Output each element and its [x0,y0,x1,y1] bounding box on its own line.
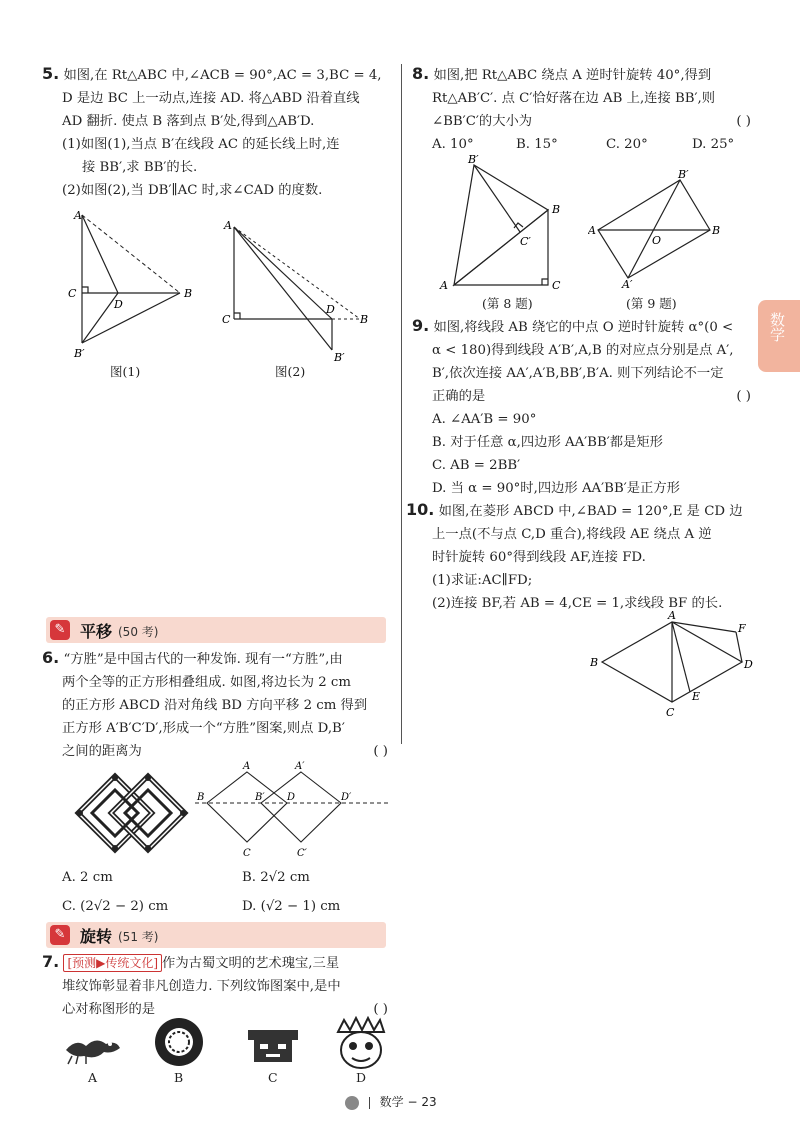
q10-figure [590,610,770,720]
figure-caption: (第 8 题) [482,296,533,311]
svg-text:C′: C′ [297,848,307,859]
svg-text:B: B [590,656,599,669]
q7-option-c-mask-pattern[interactable] [244,1026,302,1066]
question-text: 如图,在菱形 ABCD 中,∠BAD = 120°,E 是 CD 边 [438,504,743,519]
option-label: B [174,1070,184,1085]
question-5 [42,62,394,202]
section-count: (50 考) [118,625,159,639]
q7-option-d-face-pattern[interactable] [332,1016,390,1072]
svg-text:C: C [552,279,561,292]
svg-text:C: C [222,313,231,326]
question-text: B′,依次连接 AA′,A′B,BB′,B′A. 则下列结论不一定 [432,366,724,381]
page-number: 数学 − 23 [379,1095,437,1109]
sub-question-2: (2)如图(2),当 DB′∥AC 时,求∠CAD 的度数. [62,183,323,198]
svg-text:A: A [224,219,232,232]
q7-option-a-bird-pattern[interactable] [62,1028,124,1068]
svg-text:E: E [692,690,701,703]
mascot-icon [345,1096,359,1110]
option-a[interactable]: A. 10° [432,137,474,152]
option-c[interactable]: C. (2√2 − 2) cm [62,899,169,914]
option-b[interactable]: B. 15° [516,137,558,152]
question-number: 9. [412,316,430,335]
figure-caption: (第 9 题) [626,296,677,311]
column-divider [401,64,402,744]
pen-icon: ✎ [50,925,70,945]
svg-text:F: F [738,622,746,635]
question-text: 上一点(不与点 C,D 重合),将线段 AE 绕点 A 逆 [432,527,712,542]
svg-text:B: B [197,792,205,803]
section-title: 平移 [80,622,113,641]
pen-icon: ✎ [50,620,70,640]
svg-text:B: B [184,287,193,300]
question-text: 作为古蜀文明的艺术瑰宝,三星 [162,956,340,971]
question-text: ∠BB′C′的大小为 [432,114,533,129]
figure-caption: 图(1) [110,364,141,379]
svg-text:A: A [74,209,82,222]
svg-text:B′: B′ [74,347,85,360]
sub-question-1: (1)如图(1),当点 B′在线段 AC 的延长线上时,连 [62,137,340,152]
question-text: 正确的是 [432,389,486,404]
section-header-rotation [46,922,386,948]
q5-figure-1 [60,205,200,375]
q6-options [62,866,392,918]
svg-text:C′: C′ [520,235,531,248]
question-number: 8. [412,64,430,83]
question-9 [412,314,757,500]
svg-text:D: D [114,298,123,311]
option-b[interactable]: B. 对于任意 α,四边形 AA′BB′都是矩形 [432,435,663,450]
question-text: 两个全等的正方形相叠组成. 如图,将边长为 2 cm [62,675,351,690]
question-text: 的正方形 ABCD 沿对角线 BD 方向平移 2 cm 得到 [62,698,368,713]
question-text: α < 180)得到线段 A′B′,A,B 的对应点分别是点 A′, [432,343,734,358]
svg-text:B′: B′ [255,792,265,803]
svg-text:D: D [287,792,296,803]
q6-figure [195,760,395,865]
sub-question-2: (2)连接 BF,若 AB = 4,CE = 1,求线段 BF 的长. [432,596,723,611]
svg-text:A′: A′ [622,278,633,288]
question-number: 10. [406,500,435,519]
option-d[interactable]: D. 25° [692,137,735,152]
question-number: 6. [42,648,60,667]
q7-option-b-ring-pattern[interactable] [153,1016,205,1068]
prediction-tag: [预测▶传统文化] [63,954,162,972]
answer-bracket: ( ) [373,1002,388,1017]
option-label: C [268,1070,278,1085]
question-text: 正方形 A′B′C′D′,形成一个“方胜”图案,则点 D,B′ [62,721,345,736]
option-c[interactable]: C. 20° [606,137,648,152]
question-number: 5. [42,64,60,83]
right-column [412,62,757,156]
question-text: “方胜”是中国古代的一种发饰. 现有一“方胜”,由 [63,652,343,667]
option-d[interactable]: D. 当 α = 90°时,四边形 AA′BB′是正方形 [432,481,680,496]
question-number: 7. [42,952,60,971]
question-text: 如图,把 Rt△ABC 绕点 A 逆时针旋转 40°,得到 [433,68,712,83]
option-a[interactable]: A. ∠AA′B = 90° [432,412,537,427]
figure-caption: 图(2) [275,364,306,379]
page-footer [345,1093,437,1110]
option-c[interactable]: C. AB = 2BB′ [432,458,521,473]
svg-text:D: D [326,303,335,316]
question-text: 之间的距离为 [62,744,142,759]
option-b[interactable]: B. 2√2 cm [242,870,310,885]
svg-text:C: C [243,848,251,859]
option-label: D [356,1070,367,1085]
section-header-translation [46,617,386,643]
question-text: Rt△AB′C′. 点 C′恰好落在边 AB 上,连接 BB′,则 [432,91,716,106]
svg-text:B′: B′ [678,168,689,181]
question-6 [42,646,394,763]
svg-text:B′: B′ [468,155,479,166]
question-text: 如图,将线段 AB 绕它的中点 O 逆时针旋转 α°(0 < [433,320,734,335]
svg-text:B: B [360,313,369,326]
svg-text:A: A [243,761,251,772]
question-text: 如图,在 Rt△ABC 中,∠ACB = 90°,AC = 3,BC = 4, [63,68,382,83]
q6-fangsheng-pattern [70,768,195,858]
svg-text:A: A [668,610,676,622]
option-d[interactable]: D. (√2 − 1) cm [242,899,341,914]
sub-question-1: (1)求证:AC∥FD; [432,573,533,588]
subject-side-tab [758,300,800,372]
question-text: 堆纹饰彰显着非凡创造力. 下列纹饰图案中,是中 [62,979,341,994]
question-text: 心对称图形的是 [62,1002,156,1017]
answer-bracket: ( ) [736,389,751,404]
left-column [42,62,394,202]
svg-text:C: C [68,287,77,300]
question-text: 时针旋转 60°得到线段 AF,连接 FD. [432,550,646,565]
svg-text:A′: A′ [295,761,305,772]
q8-figure [430,155,580,295]
option-a[interactable]: A. 2 cm [62,870,113,885]
svg-text:O: O [652,234,662,247]
question-text: AD 翻折. 使点 B 落到点 B′处,得到△AB′D. [62,114,315,129]
question-text: D 是边 BC 上一动点,连接 AD. 将△ABD 沿着直线 [62,91,360,106]
section-title: 旋转 [80,927,113,946]
q5-figure-2 [220,215,370,365]
answer-bracket: ( ) [736,114,751,129]
svg-text:B: B [552,203,561,216]
subject-label: 数学 [768,312,786,342]
svg-text:D: D [744,658,753,671]
section-count: (51 考) [118,930,159,944]
sub-question-1-cont: 接 BB′,求 BB′的长. [82,160,198,175]
question-7 [42,950,394,1021]
svg-text:A: A [440,279,448,292]
answer-bracket: ( ) [373,744,388,759]
question-10 [406,498,757,615]
option-label: A [88,1070,98,1085]
svg-text:B: B [712,224,721,237]
q9-figure [588,168,728,288]
svg-text:C: C [666,706,675,719]
svg-text:D′: D′ [341,792,352,803]
svg-text:A: A [588,224,596,237]
svg-text:B′: B′ [334,351,345,364]
question-8 [412,62,757,156]
